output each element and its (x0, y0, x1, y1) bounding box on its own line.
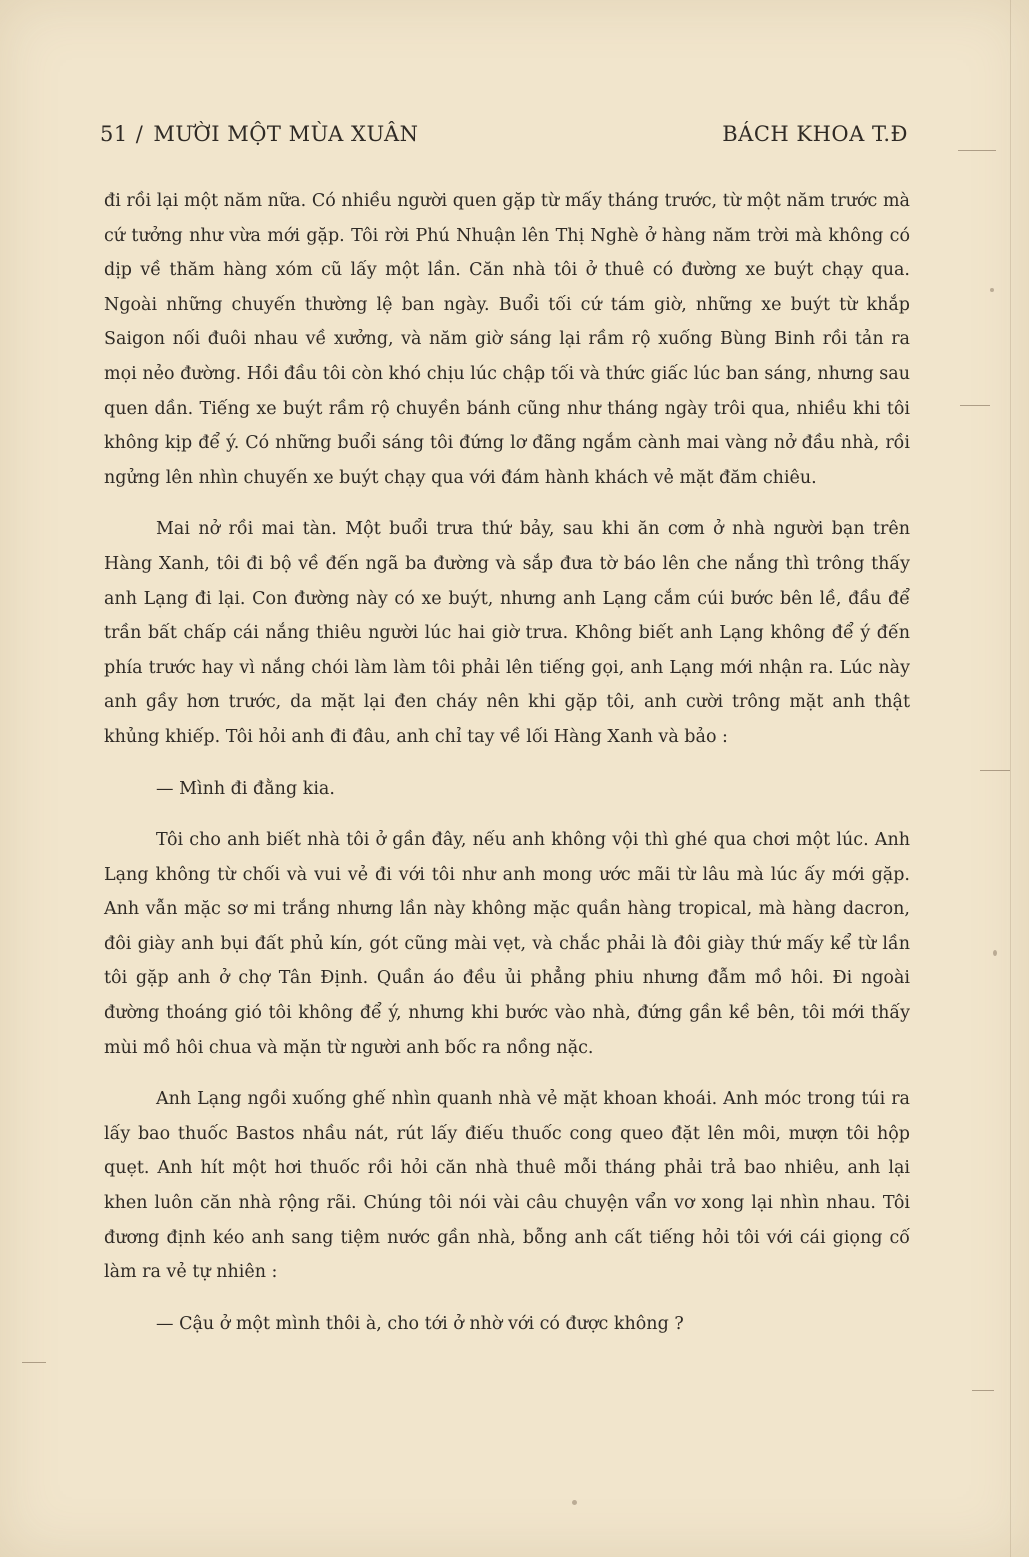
margin-mark (960, 405, 990, 406)
paragraph: đi rồi lại một năm nữa. Có nhiều người quen gặp từ mấy tháng trước, từ một năm trước mà cứ tưởng như vừa mới gặp. Tôi rời Phú Nhuận lên Thị Nghè ở hàng năm trời mà không có dịp về thăm hàng xóm cũ lấy một lần. Căn nhà tôi ở thuê có đường xe buýt chạy qua. Ngoài những chuyến thường lệ ban ngày. Buổi tối cứ tám giờ, những xe buýt từ khắp Saigon nối đuôi nhau về xưởng, và năm giờ sáng lại rầm rộ xuống Bùng Binh rồi tản ra mọi nẻo đường. Hồi đầu tôi còn khó chịu lúc chập tối và thức giấc lúc ban sáng, nhưng sau quen dần. Tiếng xe buýt rầm rộ chuyền bánh cũng như tháng ngày trôi qua, nhiều khi tôi không kịp để ý. Có những buổi sáng tôi đứng lơ đãng ngắm cành mai vàng nở đầu nhà, rồi ngửng lên nhìn chuyến xe buýt chạy qua với đám hành khách vẻ mặt đăm chiêu. (104, 191, 910, 488)
header-separator: / (135, 122, 144, 146)
running-header (100, 122, 908, 156)
paragraph: Anh Lạng ngồi xuống ghế nhìn quanh nhà vẻ mặt khoan khoái. Anh móc trong túi ra lấy bao thuốc Bastos nhầu nát, rút lấy điếu thuốc cong queo đặt lên môi, mượn tôi hộp quẹt. Anh hít một hơi thuốc rồi hỏi căn nhà thuê mỗi tháng phải trả bao nhiêu, anh lại khen luôn căn nhà rộng rãi. Chúng tôi nói vài câu chuyện vẩn vơ xong lại nhìn nhau. Tôi đương định kéo anh sang tiệm nước gần nhà, bỗng anh cất tiếng hỏi tôi với cái giọng cố làm ra vẻ tự nhiên : (104, 1089, 910, 1283)
page-number: 51 (100, 122, 128, 146)
margin-mark (972, 1390, 994, 1391)
body-text (104, 184, 910, 1358)
dialogue-line: — Mình đi đằng kia. (156, 778, 335, 799)
paragraph: Mai nở rồi mai tàn. Một buổi trưa thứ bảy, sau khi ăn cơm ở nhà người bạn trên Hàng Xanh, tôi đi bộ về đến ngã ba đường và sắp đưa tờ báo lên che nắng thì trông thấy anh Lạng đi lại. Con đường này có xe buýt, nhưng anh Lạng cắm cúi bước bên lề, đầu để trần bất chấp cái nắng thiêu người lúc hai giờ trưa. Không biết anh Lạng không để ý đến phía trước hay vì nắng chói làm làm tôi phải lên tiếng gọi, anh Lạng mới nhận ra. Lúc này anh gầy hơn trước, da mặt lại đen cháy nên khi gặp tôi, anh cười trông mặt anh thật khủng khiếp. Tôi hỏi anh đi đâu, anh chỉ tay về lối Hàng Xanh và bảo : (104, 519, 910, 747)
magazine-name: BÁCH KHOA T.Đ (722, 122, 908, 146)
margin-mark (958, 150, 996, 151)
margin-mark (980, 770, 1010, 771)
paper-speck (990, 288, 994, 292)
chapter-title: MƯỜI MỘT MÙA XUÂN (153, 122, 419, 146)
paper-speck (993, 950, 997, 956)
dialogue-line: — Cậu ở một mình thôi à, cho tới ở nhờ với có được không ? (156, 1313, 684, 1334)
paragraph: Tôi cho anh biết nhà tôi ở gần đây, nếu anh không vội thì ghé qua chơi một lúc. Anh Lạng không từ chối và vui vẻ đi với tôi như anh mong ước mãi từ lâu mà lúc ấy mới gặp. Anh vẫn mặc sơ mi trắng nhưng lần này không mặc quần hàng tropical, mà hàng dacron, đôi giày anh bụi đất phủ kín, gót cũng mài vẹt, và chắc phải là đôi giày thứ mấy kể từ lần tôi gặp anh ở chợ Tân Định. Quần áo đều ủi phẳng phiu nhưng đẫm mồ hôi. Đi ngoài đường thoáng gió tôi không để ý, nhưng khi bước vào nhà, đứng gần kề bên, tôi mới thấy mùi mồ hôi chua và mặn từ người anh bốc ra nồng nặc. (104, 830, 910, 1058)
page-edge-line (1010, 0, 1011, 1557)
header-left (100, 122, 419, 146)
paper-speck (572, 1500, 577, 1505)
margin-mark (22, 1362, 46, 1363)
